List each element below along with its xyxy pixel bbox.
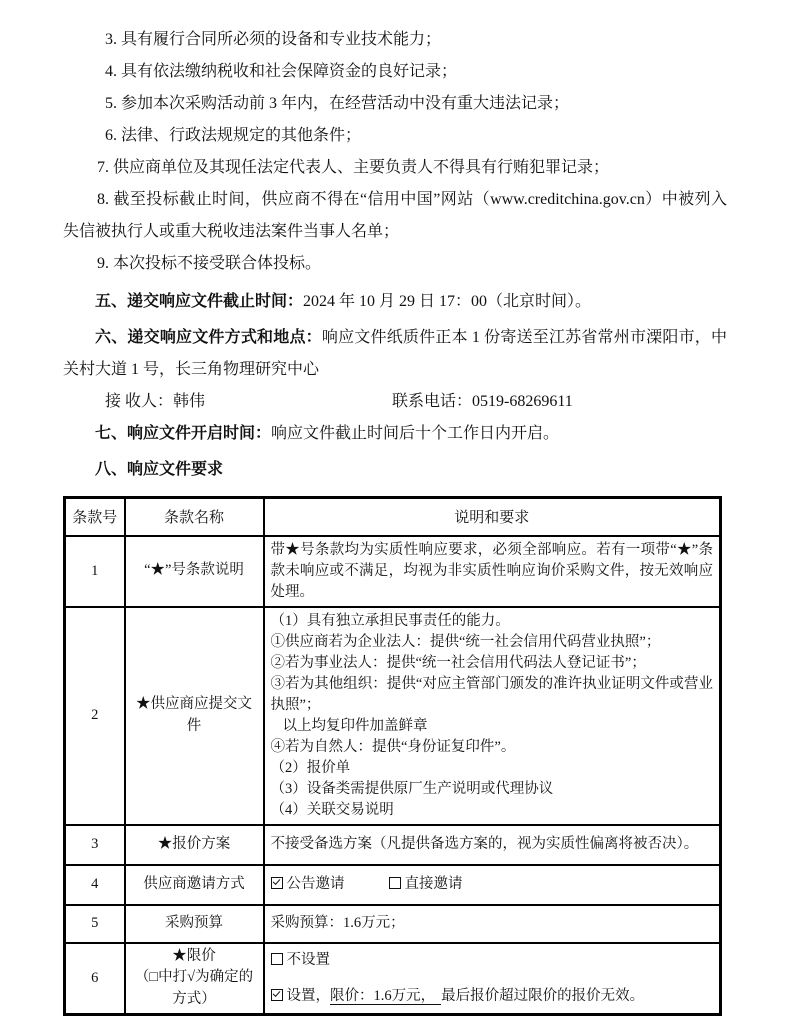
doc-paragraph-5: 5. 参加本次采购活动前 3 年内，在经营活动中没有重大违法记录； [105, 95, 570, 112]
checkbox-checked-icon [271, 877, 283, 889]
table-row [65, 536, 721, 607]
phone-label: 联系电话： [392, 393, 473, 410]
desc-line: ①供应商若为企业法人：提供“统一社会信用代码营业执照”； [270, 633, 661, 650]
table-row [65, 865, 721, 905]
table-row [65, 825, 721, 865]
desc-line: ④若为自然人：提供“身份证复印件”。 [270, 738, 516, 755]
clause-desc-cell [264, 607, 721, 825]
receiver-label: 接 收人： [105, 393, 174, 410]
section-7-text: 响应文件截止时间后十个工作日内开启。 [271, 425, 560, 442]
header-clause-name: 条款名称 [125, 498, 264, 536]
table-row [65, 607, 721, 825]
section-8-label: 八、响应文件要求 [95, 461, 224, 478]
header-clause-desc: 说明和要求 [264, 498, 721, 536]
option-label: 不设置 [286, 951, 330, 968]
section-6-label: 六、递交响应文件方式和地点： [95, 329, 322, 346]
section-5-text: 2024 年 10 月 29 日 17：00（北京时间）。 [303, 293, 592, 310]
desc-line: ②若为事业法人：提供“统一社会信用代码法人登记证书”； [270, 654, 646, 671]
section-6-text: 响应文件纸质件正本 1 份寄送至江苏省常州市溧阳市，中关村大道 1 号，长三角物理研究中心 [63, 329, 727, 378]
requirements-table [63, 496, 722, 1016]
doc-paragraph-3: 3. 具有履行合同所必须的设备和专业技术能力； [105, 31, 442, 48]
doc-paragraph-9: 9. 本次投标不接受联合体投标。 [97, 255, 322, 272]
section-5-label: 五、递交响应文件截止时间： [95, 293, 304, 310]
option-label-tail: 最后报价超过限价的报价无效。 [441, 988, 645, 1005]
clause-number-cell: 4 [65, 865, 125, 905]
section-7-opening [63, 418, 727, 450]
doc-paragraph-4: 4. 具有依法缴纳税收和社会保障资金的良好记录； [105, 63, 458, 80]
desc-line: （1）具有独立承担民事责任的能力。 [270, 612, 510, 629]
section-8-heading [63, 454, 727, 486]
price-cap-option-set [271, 985, 714, 1007]
phone-number: 0519-68269611 [472, 393, 573, 410]
clause-number-cell: 2 [65, 607, 125, 825]
clause-name-cell [125, 943, 264, 1015]
option-label: 设置， [286, 988, 330, 1005]
desc-line: （3）设备类需提供原厂生产说明或代理协议 [270, 780, 554, 797]
clause-name-line: （□中打√为确定的方式） [134, 969, 254, 1007]
desc-line: ③若为其他组织：提供“对应主管部门颁发的准许执业证明文件或营业执照”； [270, 675, 713, 713]
clause-desc-cell [264, 943, 721, 1015]
clause-number-cell: 5 [65, 905, 125, 943]
invite-option-announcement [271, 876, 345, 892]
clause-name-line: ★限价 [172, 947, 216, 964]
option-label: 直接邀请 [404, 876, 463, 893]
section-6-delivery [63, 322, 727, 386]
phone-part [350, 386, 573, 418]
section-5-deadline [63, 286, 727, 318]
doc-paragraph-8: 8. 截至投标截止时间，供应商不得在“信用中国”网站（www.creditchina.gov.cn）中被列入失信被执行人或重大税收违法案件当事人名单； [63, 191, 727, 240]
desc-line: （4）关联交易说明 [270, 801, 394, 818]
desc-line: （2）报价单 [270, 759, 351, 776]
clause-name-cell: 供应商邀请方式 [125, 865, 264, 905]
table-row [65, 905, 721, 943]
clause-desc-cell: 采购预算：1.6万元； [264, 905, 721, 943]
checkbox-checked-icon [271, 989, 283, 1001]
clause-name-cell: ★供应商应提交文件 [125, 607, 264, 825]
contact-line [63, 386, 727, 418]
checkbox-unchecked-icon [389, 877, 401, 889]
clause-number-cell: 1 [65, 536, 125, 607]
receiver-name: 韩伟 [173, 393, 206, 410]
clause-name-cell: “★”号条款说明 [125, 536, 264, 607]
clause-desc-cell [264, 865, 721, 905]
clause-desc-cell: 不接受备选方案（凡提供备选方案的，视为实质性偏离将被否决）。 [264, 825, 721, 865]
header-clause-number: 条款号 [65, 498, 125, 536]
clause-number-cell: 6 [65, 943, 125, 1015]
invite-option-direct [389, 876, 463, 892]
checkbox-unchecked-icon [271, 953, 283, 965]
doc-paragraph-6: 6. 法律、行政法规规定的其他条件； [105, 127, 362, 144]
clause-name-cell: 采购预算 [125, 905, 264, 943]
section-7-label: 七、响应文件开启时间： [95, 425, 272, 442]
clause-desc-cell: 带★号条款均为实质性响应要求，必须全部响应。若有一项带“★”条款未响应或不满足，均视为非实质性响应询价采购文件，按无效响应处理。 [264, 536, 721, 607]
option-label: 公告邀请 [286, 876, 345, 893]
doc-paragraph-7: 7. 供应商单位及其现任法定代表人、主要负责人不得具有行贿犯罪记录； [97, 159, 610, 176]
clause-name-cell: ★报价方案 [125, 825, 264, 865]
price-cap-value: 限价：1.6万元， [330, 988, 441, 1005]
table-row [65, 943, 721, 1015]
table-header-row [65, 498, 721, 536]
price-cap-option-unset [271, 949, 714, 971]
desc-line: 以上均复印件加盖鲜章 [282, 717, 428, 734]
clause-number-cell: 3 [65, 825, 125, 865]
